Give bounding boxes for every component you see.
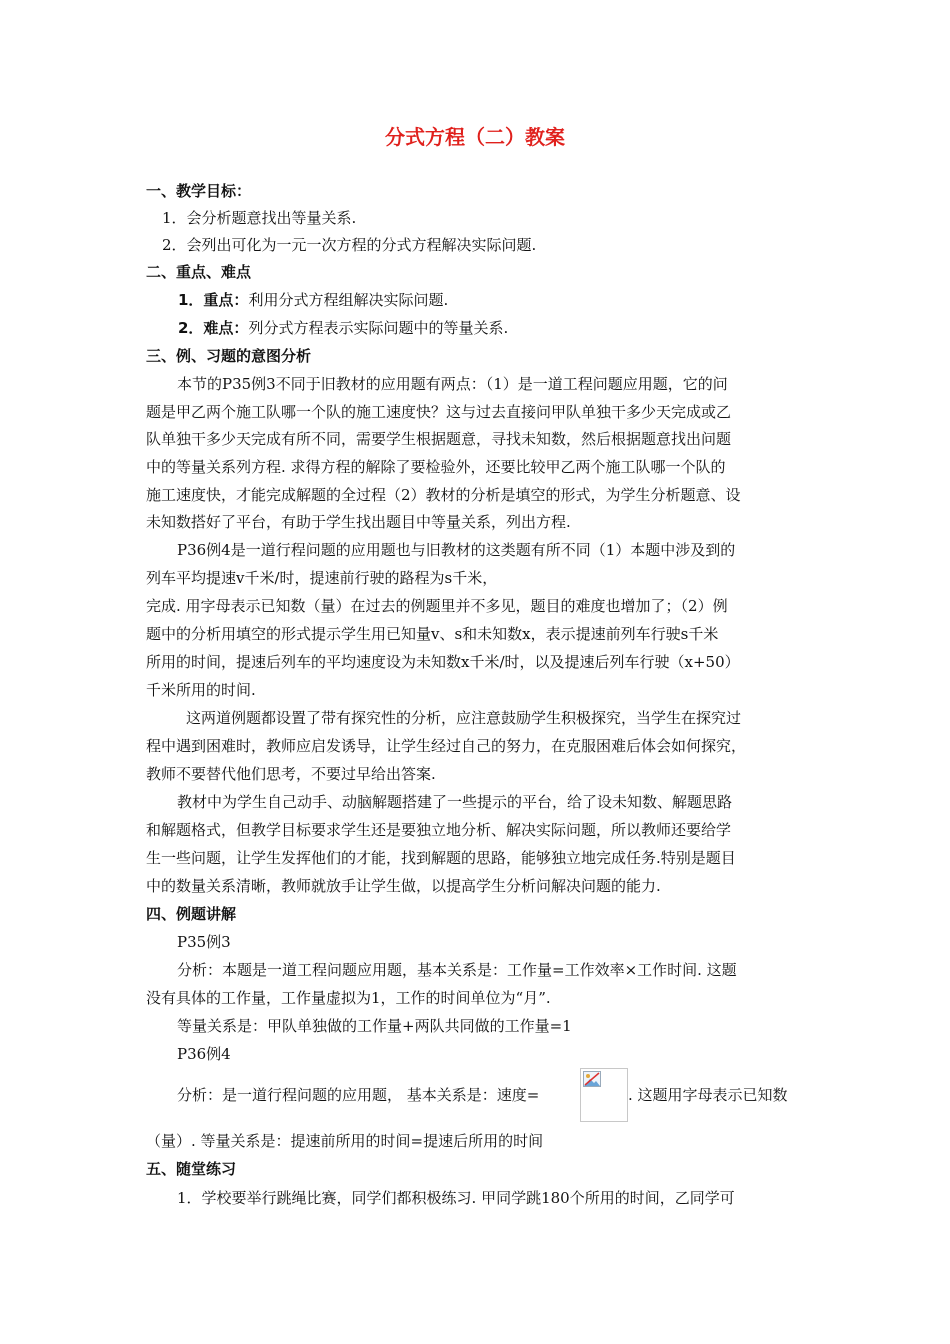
document-title: 分式方程（二）教案 (385, 125, 565, 149)
section-heading-objectives: 一、教学目标： (146, 182, 252, 200)
section-heading-practice: 五、随堂练习 (146, 1160, 237, 1178)
paragraph-line: P36例4是一道行程问题的应用题也与旧教材的这类题有所不同（1）本题中涉及到的 (177, 541, 736, 559)
paragraph-line: 生一些问题，让学生发挥他们的才能，找到解题的思路，能够独立地完成任务.特别是题目 (146, 849, 736, 867)
paragraph-line: 教师不要替代他们思考，不要过早给出答案. (146, 765, 436, 783)
paragraph-line: 未知数搭好了平台，有助于学生找出题目中等量关系，列出方程. (146, 513, 571, 531)
paragraph-line: 分析：是一道行程问题的应用题， 基本关系是：速度= (177, 1086, 540, 1104)
paragraph-line: 没有具体的工作量，工作量虚拟为1，工作的时间单位为“月”. (146, 989, 551, 1007)
section-heading-examples: 四、例题讲解 (146, 905, 237, 923)
paragraph-line: 本节的P35例3不同于旧教材的应用题有两点：（1）是一道工程问题应用题，它的问 (177, 375, 728, 393)
paragraph-line: （量）. 等量关系是：提速前所用的时间=提速后所用的时间 (146, 1132, 544, 1150)
broken-image-icon (583, 1071, 601, 1087)
paragraph-line: 程中遇到困难时，教师应启发诱导，让学生经过自己的努力，在克服困难后体会如何探究， (146, 737, 747, 755)
paragraph-line: 施工速度快，才能完成解题的全过程（2）教材的分析是填空的形式，为学生分析题意、设 (146, 486, 741, 504)
paragraph-line: 中的等量关系列方程. 求得方程的解除了要检验外，还要比较甲乙两个施工队哪一个队的 (146, 458, 726, 476)
paragraph-line: 中的数量关系清晰，教师就放手让学生做，以提高学生分析问解决问题的能力. (146, 877, 661, 895)
paragraph-line: . 这题用字母表示已知数 (628, 1086, 788, 1104)
paragraph-line: 千米所用的时间. (146, 681, 256, 699)
formula-image-placeholder (580, 1068, 628, 1122)
key-point-label: 1．重点： (178, 291, 249, 309)
paragraph-line: 分析：本题是一道工程问题应用题，基本关系是：工作量=工作效率×工作时间. 这题 (177, 961, 737, 979)
key-point-item (178, 290, 448, 310)
objective-item: 1．会分析题意找出等量关系. (162, 209, 357, 227)
example-label: P36例4 (177, 1045, 231, 1063)
paragraph-line: 所用的时间，提速后列车的平均速度设为未知数x千米/时，以及提速后列车行驶（x+50） (146, 653, 740, 671)
practice-item: 1．学校要举行跳绳比赛，同学们都积极练习. 甲同学跳180个所用的时间，乙同学可 (177, 1189, 735, 1207)
paragraph-line: 题中的分析用填空的形式提示学生用已知量v、s和未知数x，表示提速前列车行驶s千米 (146, 625, 719, 643)
paragraph-line: 列车平均提速v千米/时，提速前行驶的路程为s千米， (146, 569, 498, 587)
section-heading-intent-analysis: 三、例、习题的意图分析 (146, 347, 312, 365)
example-label: P35例3 (177, 933, 231, 951)
key-point-text: 利用分式方程组解决实际问题. (248, 291, 449, 309)
paragraph-line: 教材中为学生自己动手、动脑解题搭建了一些提示的平台，给了设未知数、解题思路 (177, 793, 733, 811)
paragraph-line: 完成. 用字母表示已知数（量）在过去的例题里并不多见，题目的难度也增加了；（2）例 (146, 597, 728, 615)
paragraph-line: 队单独干多少天完成有所不同，需要学生根据题意，寻找未知数，然后根据题意找出问题 (146, 430, 732, 448)
paragraph-line: 这两道例题都设置了带有探究性的分析，应注意鼓励学生积极探究，当学生在探究过 (186, 709, 742, 727)
paragraph-line: 题是甲乙两个施工队哪一个队的施工速度快？这与过去直接问甲队单独干多少天完成或乙 (146, 403, 732, 421)
section-heading-key-points: 二、重点、难点 (146, 263, 252, 281)
difficult-point-text: 列分式方程表示实际问题中的等量关系. (248, 319, 509, 337)
difficult-point-item (178, 318, 508, 338)
objective-item: 2．会列出可化为一元一次方程的分式方程解决实际问题. (162, 236, 537, 254)
paragraph-line: 和解题格式，但教学目标要求学生还是要独立地分析、解决实际问题，所以教师还要给学 (146, 821, 732, 839)
difficult-point-label: 2．难点： (178, 319, 249, 337)
paragraph-line: 等量关系是：甲队单独做的工作量+两队共同做的工作量=1 (177, 1017, 572, 1035)
